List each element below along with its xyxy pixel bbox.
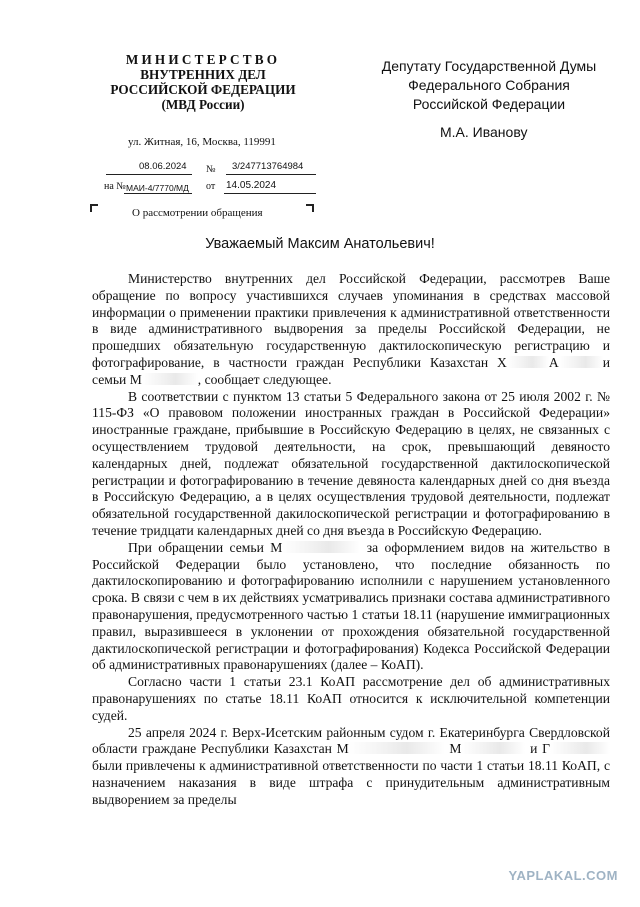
letter-subject: О рассмотрении обращения (132, 207, 263, 219)
paragraph-1-text-a: Министерство внутренних дел Российской Федерации, рассмотрев Ваше обращение по вопросу участившихся случаев упоминания в средствах массовой информации о применении практики привлечения к административной ответственности в виде административного выдворения за пределы Российской Федерации, не прошедших обязательную государственную дактилоскопическую регистрацию и фотографирование, в частности граждан Республики Казахстан Х (92, 271, 610, 370)
ref-date-underline (224, 193, 316, 194)
ministry-line-3: РОССИЙСКОЙ ФЕДЕРАЦИИ (110, 82, 296, 97)
ministry-line-4: (МВД России) (161, 97, 245, 112)
redacted-name (142, 373, 198, 385)
redacted-name (282, 541, 360, 553)
ref-number: МАИ-4/7770/МД (126, 183, 189, 193)
ministry-address: ул. Житная, 16, Москва, 119991 (128, 136, 276, 148)
corner-mark-left (90, 204, 98, 212)
paragraph-5-text-c: и Г (530, 741, 550, 757)
from-label: от (206, 181, 216, 192)
paragraph-5-text-d: были привлечены к административной ответственности по части 1 статьи 18.11 КоАП, с назначением наказания в виде штрафа с принудительным административным выдворением за пределы (92, 758, 610, 807)
paragraph-3-text-b: за оформлением видов на жительство в Российской Федерации было установлено, что последние обязанность по дактилоскопированию и фотографированию исполнили с нарушением установленного срока. В связи с чем в их действиях усматривались признаки состава административного правонарушения, предусмотренного частью 1 статьи 18.11 (нарушение иммиграционных правил, выразившееся в уклонении от прохождения обязательной государственной дактилоскопической регистрации и фотографирования) Кодекса Российской Федерации об административных правонарушениях (далее – КоАП). (92, 539, 610, 673)
paragraph-5-text-b: М (449, 741, 462, 757)
ref-date: 14.05.2024 (226, 180, 277, 191)
redacted-name (550, 742, 610, 754)
ref-underline (124, 193, 192, 194)
addressee-line-1: Депутату Государственной Думы (381, 58, 597, 74)
ministry-line-1: МИНИСТЕРСТВО (125, 52, 281, 67)
letter-body (92, 271, 610, 809)
addressee-line-3: Российской Федерации (412, 96, 566, 112)
redacted-name (349, 742, 445, 754)
letter-number: 3/247713764984 (232, 161, 304, 172)
redacted-name (507, 356, 549, 368)
addressee-block (360, 57, 618, 114)
number-underline (226, 174, 316, 175)
paragraph-5 (92, 725, 610, 809)
paragraph-2: В соответствии с пунктом 13 статьи 5 Федерального закона от 25 июля 2002 г. № 115-ФЗ «О правовом положении иностранных граждан в Российской Федерации» иностранные граждане, прибывшие в Российскую Федерацию в целях, не связанных с осуществлением трудовой деятельности, на срок, превышающий девяносто календарных дней, подлежат обязательной государственной дактилоскопической регистрации и фотографированию в течение девяноста календарных дней со дня въезда в Российскую Федерацию, а в целях осуществления трудовой деятельности, подлежат обязательной государственной дакилоскопической регистрации и фотографированию в течение тридцати календарных дней со дня въезда в Российскую Федерацию. (92, 388, 610, 538)
ministry-header (92, 52, 314, 112)
corner-mark-right (306, 204, 314, 212)
watermark: YAPLAKAL.COM (508, 868, 618, 883)
paragraph-1 (92, 271, 610, 389)
paragraph-5-text-a: 25 апреля 2024 г. Верх-Исетским районным судом г. Екатеринбурга Свердловской области граждане Республики Казахстан М (92, 724, 610, 757)
paragraph-4: Согласно части 1 статьи 23.1 КоАП рассмотрение дел об административных правонарушениях по статье 18.11 КоАП относится к исключительной компетенции судей. (92, 674, 610, 723)
ref-label: на № (104, 181, 126, 192)
paragraph-1-text-c: и семьи М (92, 354, 610, 387)
addressee-name: М.А. Иванову (440, 124, 528, 140)
number-label: № (206, 164, 216, 175)
paragraph-3-text-a: При обращении семьи М (128, 539, 283, 555)
paragraph-1-text-b: А (548, 354, 559, 370)
letter-date: 08.06.2024 (139, 161, 187, 172)
paragraph-1-text-d: , сообщает следующее. (197, 371, 332, 387)
greeting: Уважаемый Максим Анатольевич! (205, 236, 435, 252)
date-underline (106, 174, 192, 175)
redacted-name (461, 742, 525, 754)
paragraph-3 (92, 540, 610, 674)
ministry-line-2: ВНУТРЕННИХ ДЕЛ (140, 67, 266, 82)
redacted-name (559, 356, 603, 368)
addressee-line-2: Федерального Собрания (408, 77, 570, 93)
